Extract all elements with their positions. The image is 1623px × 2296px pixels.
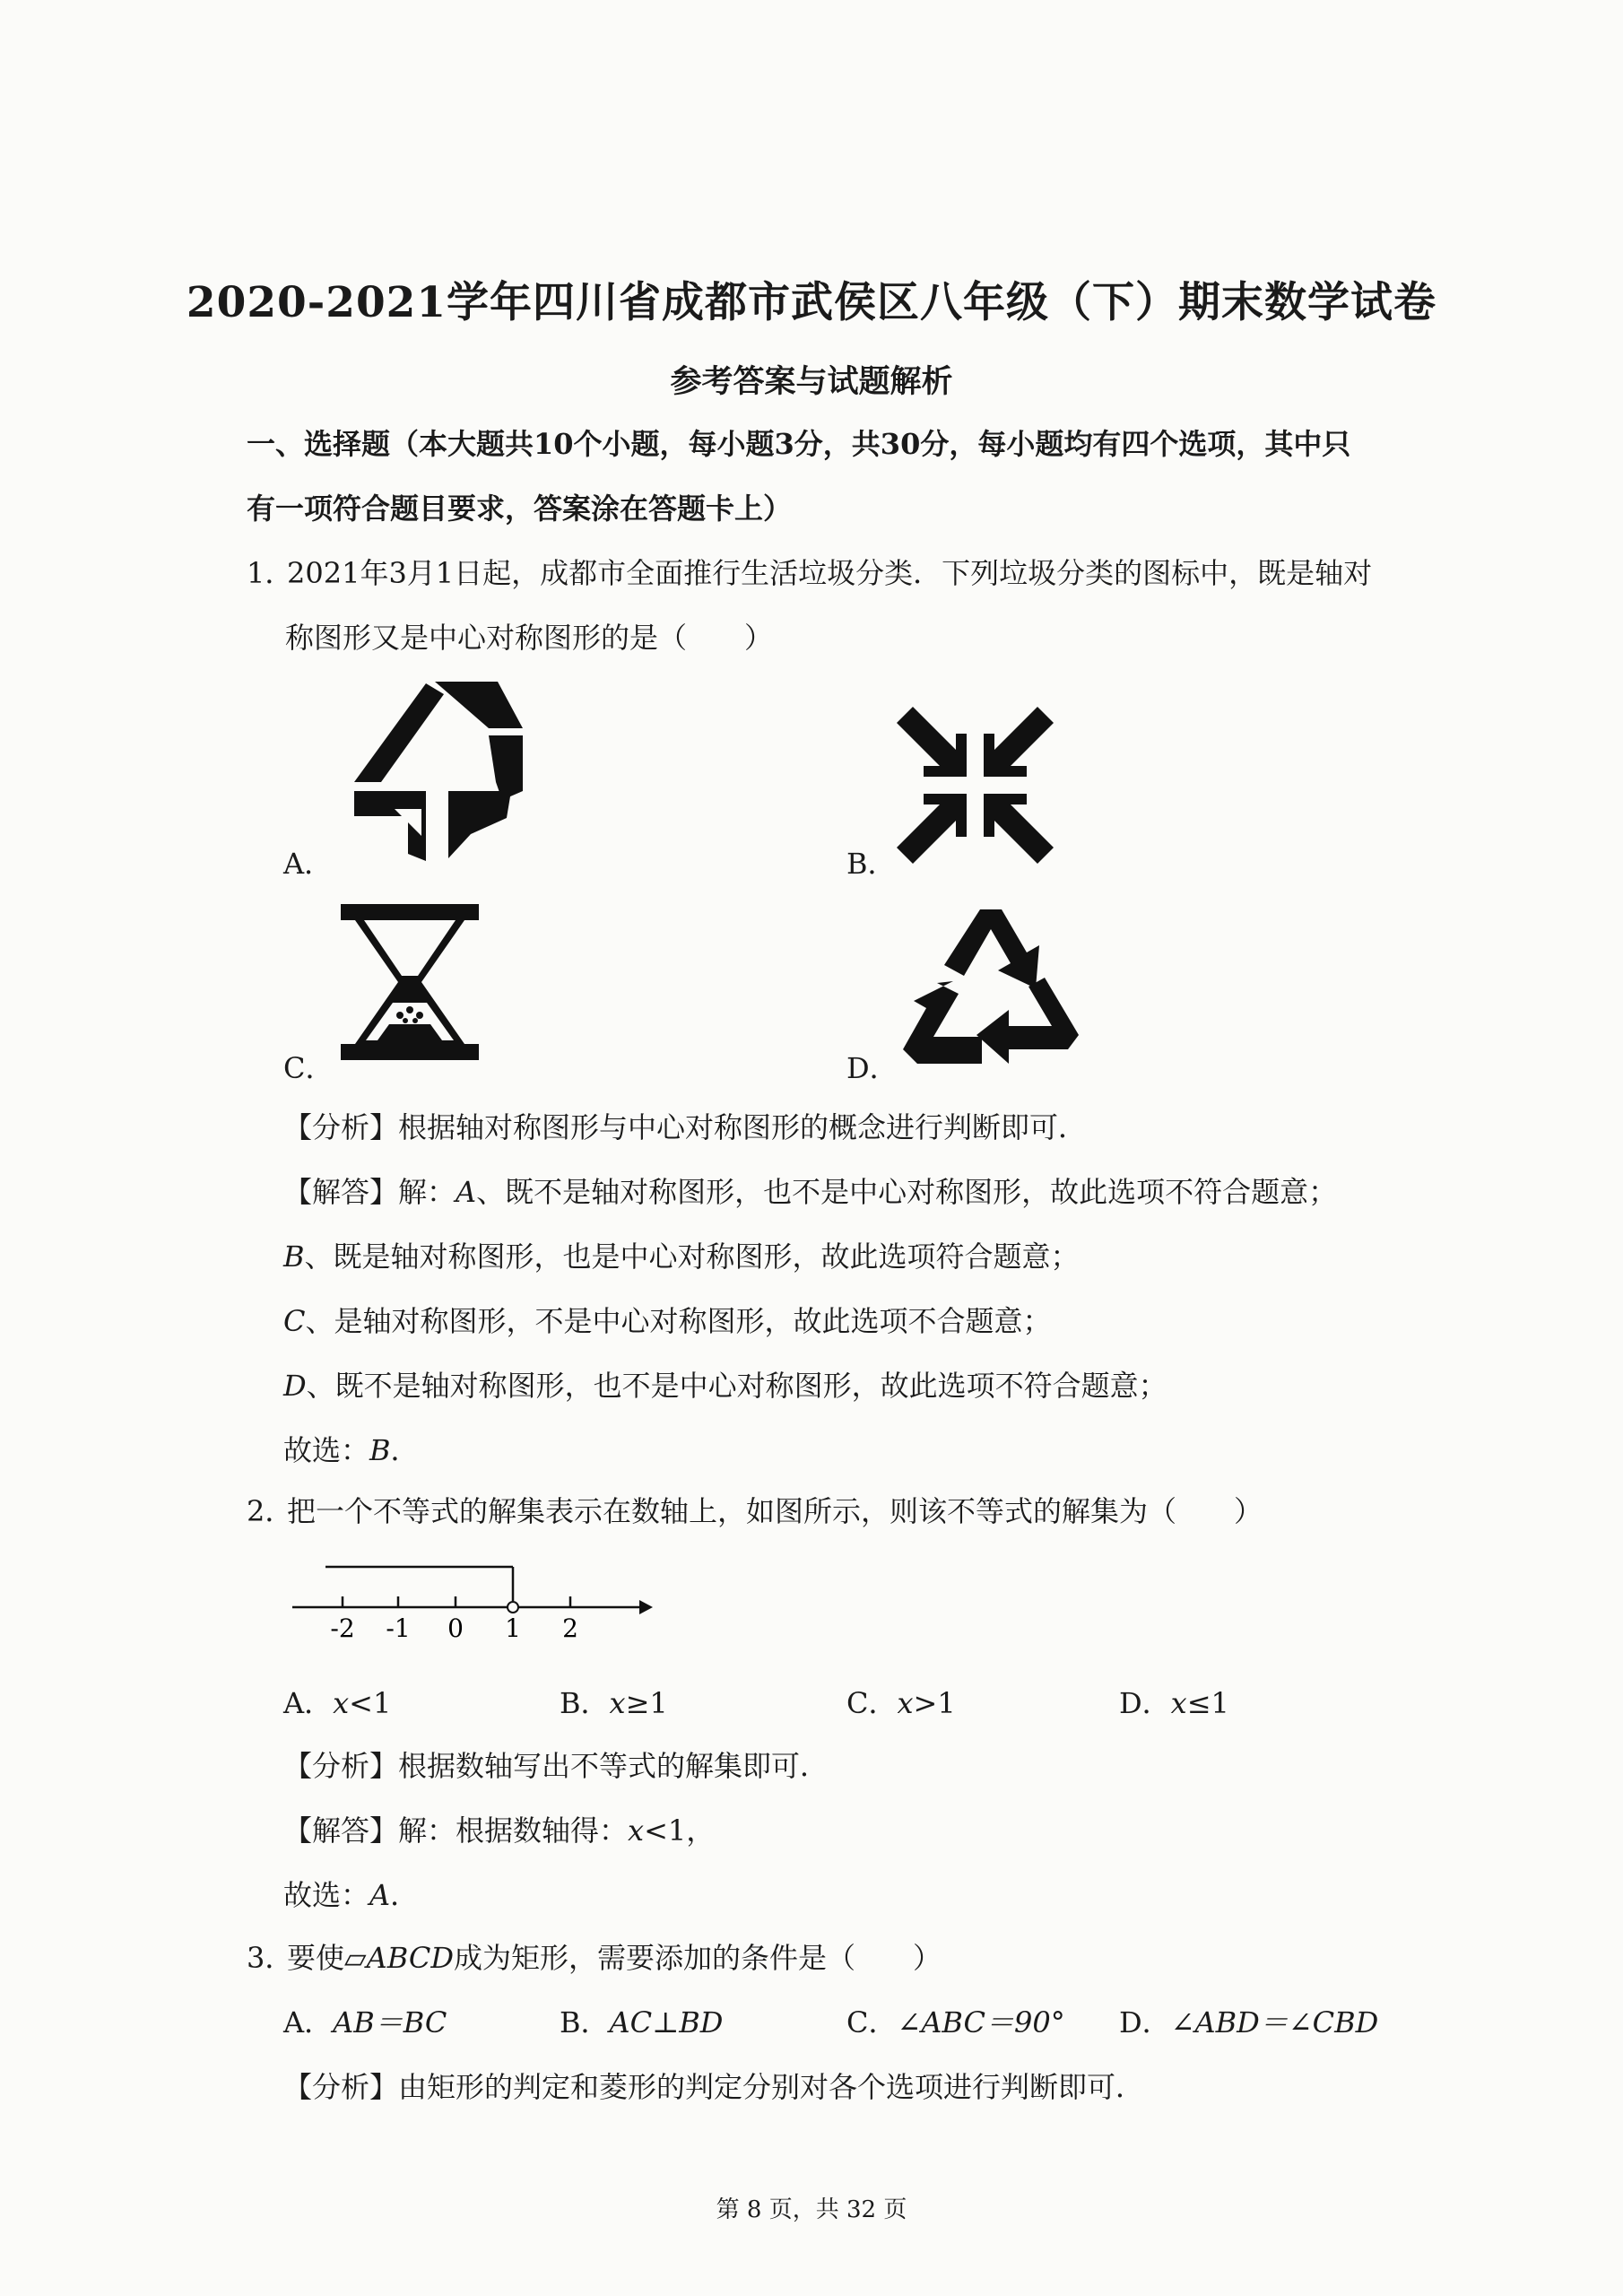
q3-option-b-value: AC⊥BD	[609, 2005, 724, 2039]
q2-solution-prefix: 【解答】解：根据数轴得：	[283, 1813, 629, 1848]
q1-option-c-label: C．	[283, 1051, 334, 1085]
q3-option-d-label: D．	[1119, 2005, 1171, 2039]
q2-option-c	[846, 1681, 956, 1722]
inward-arrows-icon	[897, 707, 1054, 864]
q3-option-b-label: B．	[560, 2005, 610, 2039]
q2-option-b	[560, 1681, 668, 1722]
q1-solution-text-d: 、既不是轴对称图形，也不是中心对称图形，故此选项不符合题意；	[306, 1369, 1167, 1403]
q1-option-a-label: A．	[283, 847, 334, 881]
q1-solution-line4	[283, 1363, 1167, 1405]
q1-answer-suffix: ．	[390, 1433, 420, 1467]
q2-option-b-rel: ≥1	[625, 1686, 668, 1720]
q1-analysis: 【分析】根据轴对称图形与中心对称图形的概念进行判断即可．	[283, 1110, 1088, 1144]
axis-tick-label-neg2: -2	[330, 1613, 355, 1641]
axis-tick-label-2: 2	[562, 1613, 578, 1641]
q1-solution-letter-c: C	[283, 1304, 306, 1338]
page-subtitle: 参考答案与试题解析	[670, 363, 953, 400]
q2-option-c-label: C．	[846, 1686, 898, 1720]
q2-option-d-label: D．	[1119, 1686, 1171, 1720]
q3-option-d	[1119, 2000, 1378, 2041]
section-heading-line1: 一、选择题（本大题共10个小题，每小题3分，共30分，每小题均有四个选项，其中只	[247, 427, 1351, 461]
page-footer: 第 8 页，共 32 页	[716, 2196, 907, 2223]
q3-option-a	[283, 2000, 447, 2041]
q3-text-prefix: 要使	[287, 1941, 345, 1975]
q1-text-line1: 2021年3月1日起，成都市全面推行生活垃圾分类．下列垃圾分类的图标中，既是轴对	[287, 556, 1373, 590]
q2-analysis: 【分析】根据数轴写出不等式的解集即可．	[283, 1749, 829, 1783]
page-title: 2020-2021学年四川省成都市武侯区八年级（下）期末数学试卷	[186, 278, 1437, 327]
q2-option-b-label: B．	[560, 1686, 610, 1720]
q1-solution-text-c: 、是轴对称图形，不是中心对称图形，故此选项不合题意；	[305, 1304, 1052, 1338]
q2-option-a-var: x	[333, 1686, 350, 1720]
q3-figure-name: ABCD	[366, 1941, 454, 1975]
q1-solution-letter-d: D	[283, 1369, 307, 1403]
q2-option-a-label: A．	[283, 1686, 334, 1720]
q2-option-c-rel: >1	[913, 1686, 956, 1720]
q2-answer	[283, 1873, 419, 1914]
q1-option-d-label: D．	[846, 1051, 898, 1085]
q2-option-d	[1119, 1681, 1229, 1722]
q1-solution-text-b: 、既是轴对称图形，也是中心对称图形，故此选项符合题意；	[304, 1239, 1080, 1274]
parallelogram-symbol: ▱	[344, 1941, 367, 1975]
q1-text-line2: 称图形又是中心对称图形的是（ ）	[285, 621, 774, 655]
axis-tick-label-1: 1	[505, 1613, 521, 1641]
q3-option-c-value: ∠ABC＝90°	[897, 2005, 1065, 2039]
section-heading-line2: 有一项符合题目要求，答案涂在答题卡上）	[247, 491, 793, 526]
q1-option-b-label: B．	[846, 847, 897, 881]
q3-text-suffix: 成为矩形，需要添加的条件是（ ）	[453, 1941, 942, 1975]
q1-solution-line3	[283, 1299, 1052, 1340]
q2-solution-var: x	[628, 1813, 645, 1848]
q2-option-a	[283, 1681, 391, 1722]
axis-tick-label-neg1: -1	[386, 1613, 411, 1641]
q3-option-a-label: A．	[283, 2005, 334, 2039]
q2-solution	[283, 1808, 715, 1849]
q3-option-b	[560, 2000, 723, 2041]
q1-number: 1．	[247, 556, 294, 590]
q1-answer-letter: B	[369, 1433, 391, 1467]
hourglass-icon	[337, 897, 482, 1067]
q3-option-c	[846, 2000, 1065, 2041]
q2-answer-suffix: ．	[390, 1878, 420, 1912]
q1-solution-line1	[283, 1170, 1337, 1211]
q2-option-c-var: x	[897, 1686, 914, 1720]
q3-analysis: 【分析】由矩形的判定和菱形的判定分别对各个选项进行判断即可．	[283, 2070, 1145, 2104]
q2-solution-rel: <1，	[644, 1813, 716, 1848]
q1-answer	[283, 1428, 420, 1469]
q2-answer-letter: A	[369, 1878, 391, 1912]
recycling-triangle-icon	[901, 906, 1081, 1065]
q3-text	[287, 1935, 942, 1977]
q3-number: 3．	[247, 1941, 294, 1975]
q3-option-d-value: ∠ABD＝∠CBD	[1170, 2005, 1379, 2039]
q2-answer-prefix: 故选：	[283, 1878, 370, 1912]
number-line-figure	[285, 1556, 653, 1641]
q3-option-c-label: C．	[846, 2005, 898, 2039]
q2-option-a-rel: <1	[349, 1686, 392, 1720]
q1-solution-line2	[283, 1234, 1080, 1275]
axis-tick-label-0: 0	[447, 1613, 464, 1641]
q2-text: 把一个不等式的解集表示在数轴上，如图所示，则该不等式的解集为（ ）	[287, 1494, 1263, 1528]
q2-option-d-var: x	[1170, 1686, 1187, 1720]
q1-solution-letter-a: A	[456, 1175, 477, 1209]
q2-option-b-var: x	[609, 1686, 626, 1720]
q3-option-a-value: AB＝BC	[333, 2005, 447, 2039]
recycling-arrow-tree-icon	[345, 674, 525, 863]
q2-option-d-rel: ≤1	[1186, 1686, 1229, 1720]
q2-number: 2．	[247, 1494, 294, 1528]
q1-solution-prefix: 【解答】解：	[283, 1175, 456, 1209]
q1-solution-letter-b: B	[283, 1239, 305, 1274]
q1-answer-prefix: 故选：	[283, 1433, 370, 1467]
q1-solution-text-a: 、既不是轴对称图形，也不是中心对称图形，故此选项不符合题意；	[476, 1175, 1338, 1209]
